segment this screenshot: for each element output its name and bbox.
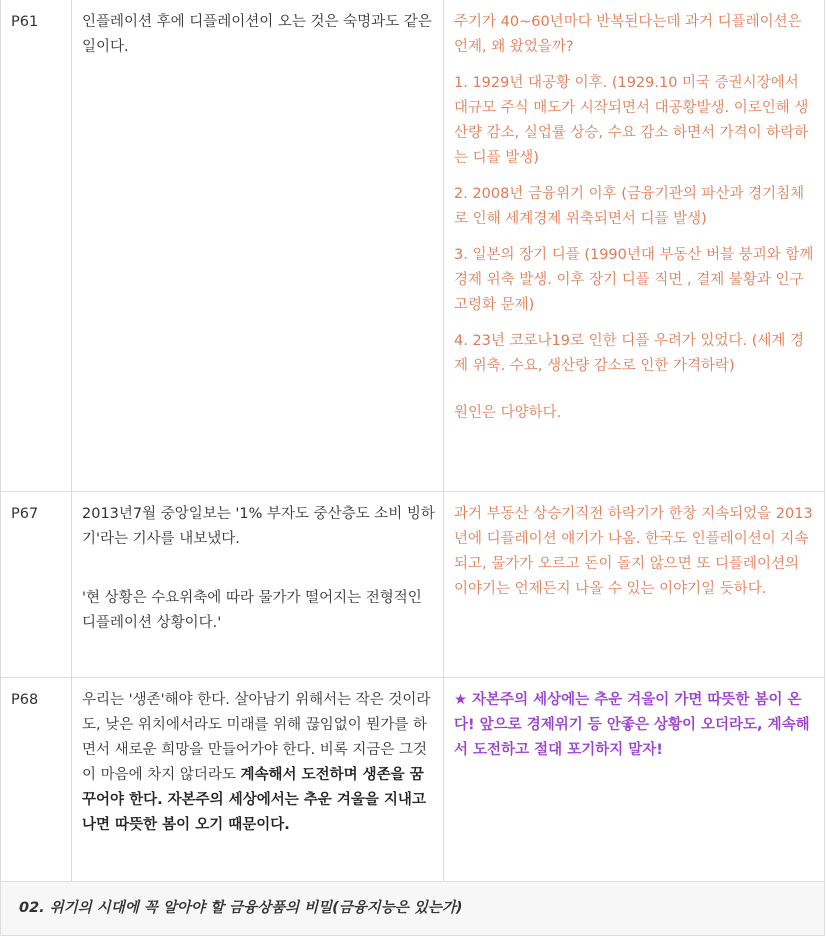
quote-bold: 계속해서 도전하며 생존을 꿈꾸어야 한다. 자본주의 세상에서는 추운 겨울을 지내고 나면 따뜻한 봄이 오기 때문이다. (82, 767, 426, 833)
thought-question: 주기가 40~60년마다 반복된다는데 과거 디플레이션은 언제, 왜 왔었을까? (454, 14, 802, 55)
page-number-cell: P68 (1, 678, 72, 882)
quote-cell (72, 492, 444, 678)
thought-item: 2. 2008년 금융위기 이후 (금융기관의 파산과 경기침체로 인해 세계경제 위축되면서 디플 발생) (454, 186, 805, 227)
chapter-title: 02. 위기의 시대에 꼭 알아야 할 금융상품의 비밀(금융지능은 있는가) (1, 882, 825, 936)
table-row (1, 678, 825, 882)
page-number-cell: P61 (1, 0, 72, 492)
thought-highlight: ★ 자본주의 세상에는 추운 겨울이 가면 따뜻한 봄이 온다! 앞으로 경제위기 등 안좋은 상황이 오더라도, 계속해서 도전하고 절대 포기하지 말자! (454, 692, 810, 758)
thought-item: 1. 1929년 대공황 이후. (1929.10 미국 증권시장에서 대규모 주식 매도가 시작되면서 대공황발생. 이로인해 생산량 감소, 실업률 상승, 수요 감소 하면서 가격이 하락하는 디플 발생) (454, 75, 809, 166)
spacer (82, 552, 435, 586)
table-row (1, 0, 825, 492)
table-row (1, 492, 825, 678)
chapter-row (1, 882, 825, 936)
quote-text: '현 상황은 수요위축에 따라 물가가 떨어지는 전형적인 디플레이션 상황이다.' (82, 590, 422, 631)
thought-text: 과거 부동산 상승기직전 하락기가 한창 지속되었을 2013년에 디플레이션 얘기가 나옴. 한국도 인플레이션이 지속되고, 물가가 오르고 돈이 돌지 않으면 또 디플레이션의 이야기는 언제든지 나올 수 있는 이야기일 듯하다. (454, 506, 813, 597)
thought-item: 3. 일본의 장기 디플 (1990년대 부동산 버블 붕괴와 함께 경제 위축 발생. 이후 장기 디플 직면 , 결제 불황과 인구 고령화 문제) (454, 247, 814, 313)
thought-conclusion: 원인은 다양하다. (454, 405, 562, 421)
quote-text: 인플레이션 후에 디플레이션이 오는 것은 숙명과도 같은 일이다. (82, 14, 432, 55)
quote-plain: 우리는 '생존'해야 한다. 살아남기 위해서는 작은 것이라도, 낮은 위치에서라도 미래를 위해 끊임없이 뭔가를 하면서 새로운 희망을 만들어가야 한다. 비록 지금은 그것이 마음에 차지 않더라도 (82, 692, 431, 783)
quote-cell (72, 0, 444, 492)
page-number-cell: P67 (1, 492, 72, 678)
quote-cell (72, 678, 444, 882)
quote-text: 2013년7월 중앙일보는 '1% 부자도 중산층도 소비 빙하기'라는 기사를 내보냈다. (82, 506, 435, 547)
quote-text (82, 688, 435, 838)
thought-cell (444, 678, 825, 882)
thought-cell (444, 0, 825, 492)
spacer (454, 379, 816, 401)
thought-cell (444, 492, 825, 678)
thought-item: 4. 23년 코로나19로 인한 디플 우려가 있었다. (세계 경제 위축. 수요, 생산량 감소로 인한 가격하락) (454, 333, 804, 374)
